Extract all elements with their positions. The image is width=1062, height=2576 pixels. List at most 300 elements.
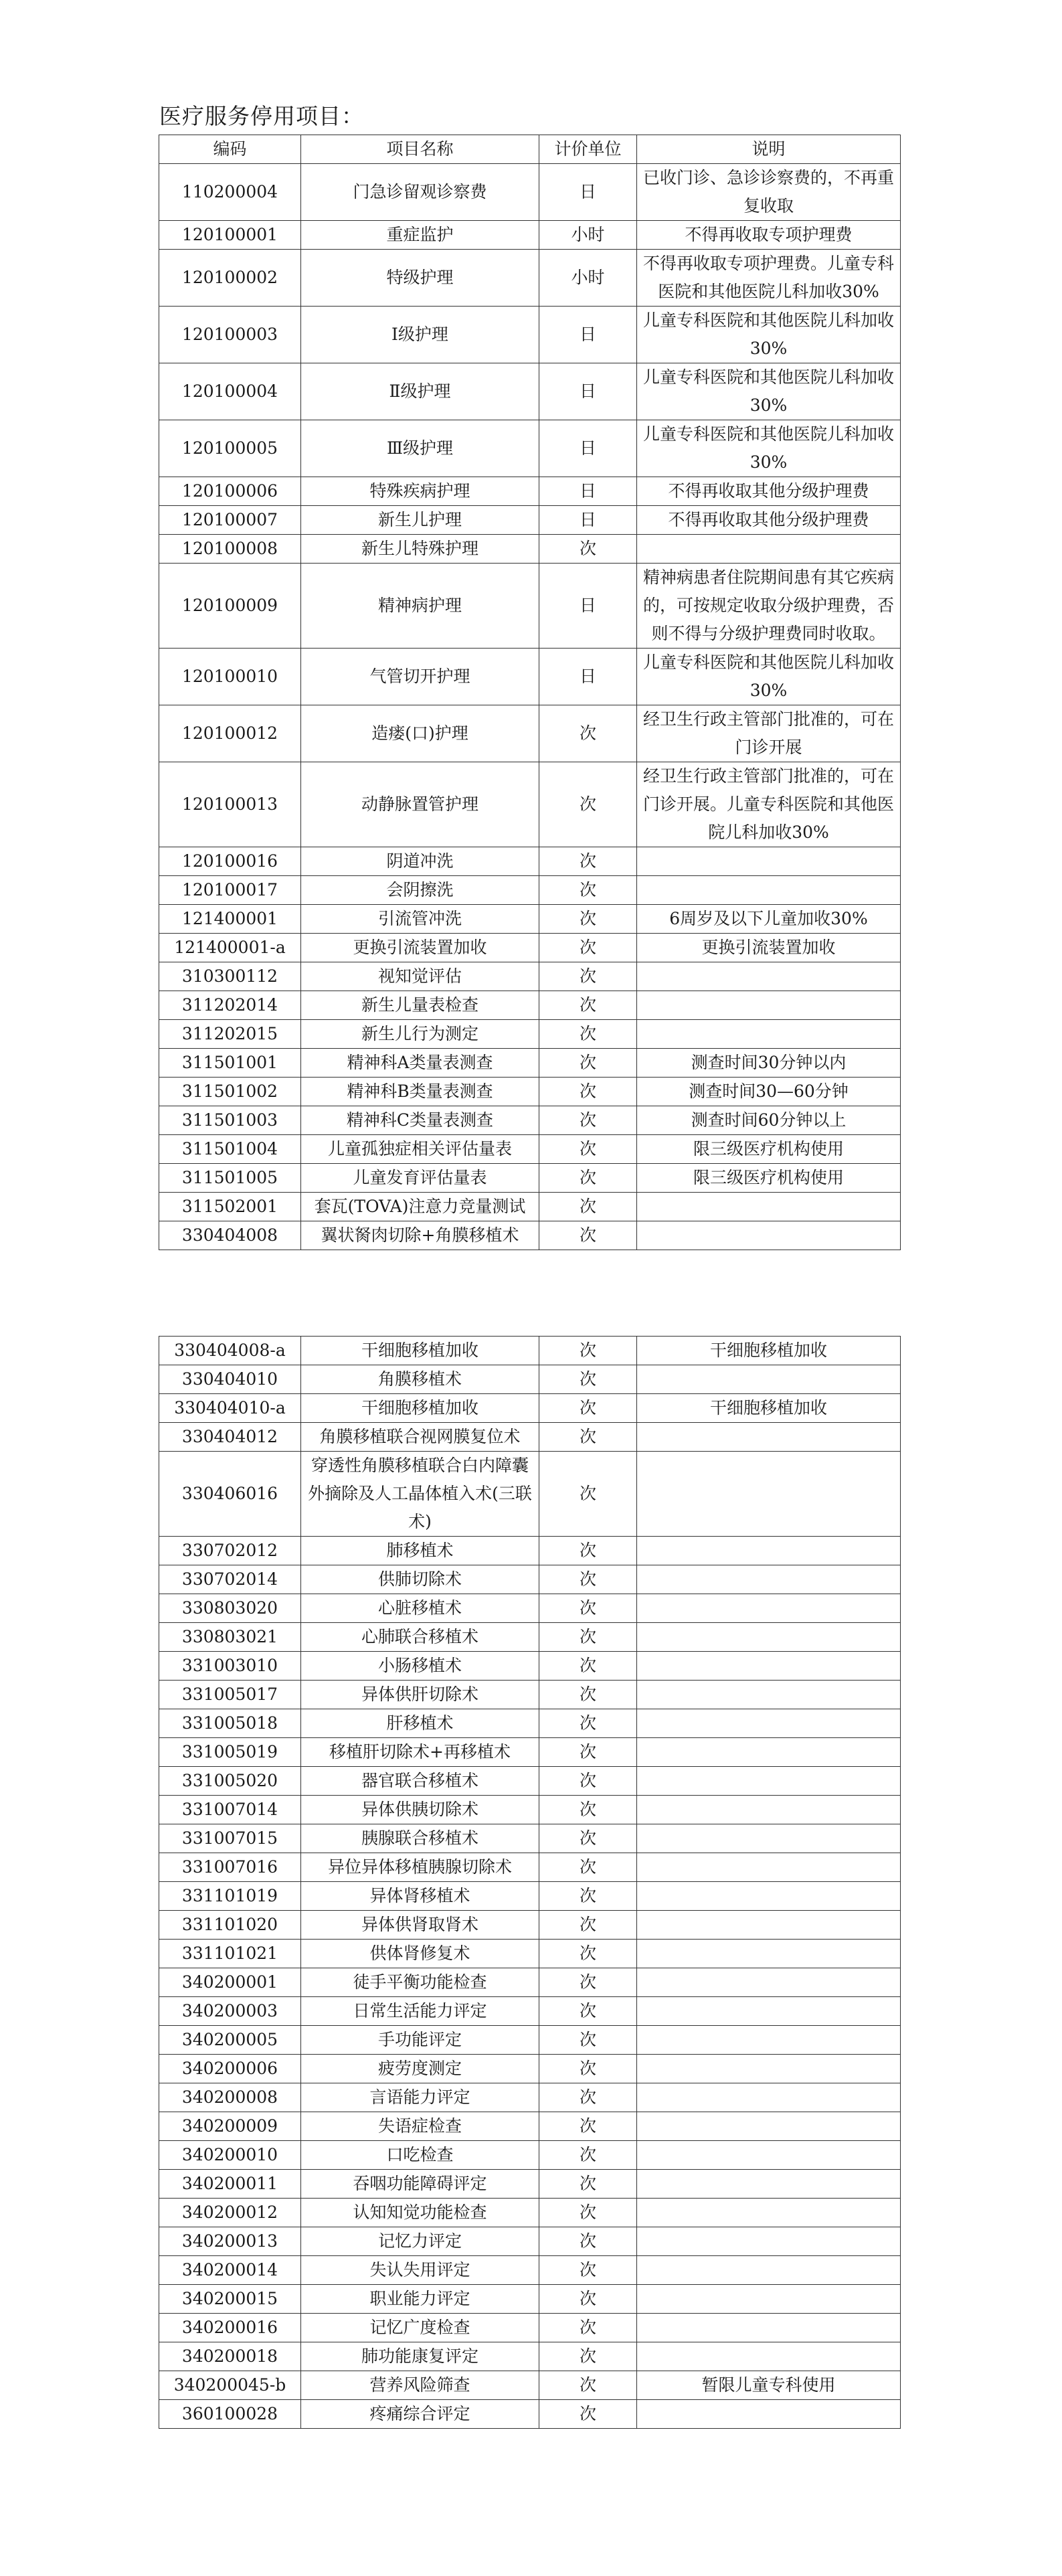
item-name: 肺功能康复评定: [301, 2342, 539, 2371]
item-code: 340200045-b: [159, 2371, 301, 2400]
table-row: [159, 876, 901, 905]
item-note: 限三级医疗机构使用: [637, 1164, 901, 1193]
item-note: [637, 1853, 901, 1882]
item-unit: 次: [539, 1738, 637, 1767]
item-code: 331007014: [159, 1796, 301, 1824]
table-row: [159, 1020, 901, 1049]
item-unit: 次: [539, 1565, 637, 1594]
item-code: 331007016: [159, 1853, 301, 1882]
item-unit: 次: [539, 1652, 637, 1681]
item-name: 营养风险筛查: [301, 2371, 539, 2400]
item-code: 331005018: [159, 1709, 301, 1738]
item-note: 经卫生行政主管部门批准的，可在门诊开展: [637, 705, 901, 762]
item-note: 干细胞移植加收: [637, 1337, 901, 1365]
item-note: [637, 1623, 901, 1652]
item-code: 121400001: [159, 905, 301, 934]
item-note: [637, 2199, 901, 2227]
item-name: 新生儿量表检查: [301, 991, 539, 1020]
item-name: 角膜移植术: [301, 1365, 539, 1394]
item-code: 340200011: [159, 2170, 301, 2199]
table-row: [159, 2256, 901, 2285]
table-row: [159, 2342, 901, 2371]
item-code: 121400001-a: [159, 934, 301, 962]
item-name: 儿童孤独症相关评估量表: [301, 1135, 539, 1164]
table-row: [159, 1394, 901, 1423]
item-code: 120100006: [159, 477, 301, 506]
item-code: 340200013: [159, 2227, 301, 2256]
item-note: [637, 1796, 901, 1824]
table-row: [159, 2227, 901, 2256]
item-name: 认知知觉功能检查: [301, 2199, 539, 2227]
item-note: [637, 2400, 901, 2429]
table-row: [159, 420, 901, 477]
table-row: [159, 1594, 901, 1623]
item-note: [637, 1738, 901, 1767]
item-unit: 次: [539, 2314, 637, 2342]
item-note: [637, 1020, 901, 1049]
table-row: [159, 221, 901, 250]
item-note: [637, 2342, 901, 2371]
item-unit: 次: [539, 1078, 637, 1106]
item-unit: 次: [539, 1681, 637, 1709]
item-note: [637, 535, 901, 564]
header-unit: 计价单位: [539, 135, 637, 164]
table-row: [159, 1423, 901, 1452]
table-row: [159, 477, 901, 506]
item-note: [637, 2170, 901, 2199]
table-row: [159, 962, 901, 991]
item-name: 重症监护: [301, 221, 539, 250]
table-row: [159, 1652, 901, 1681]
item-name: 会阴擦洗: [301, 876, 539, 905]
item-code: 311502001: [159, 1193, 301, 1221]
table-row: [159, 1337, 901, 1365]
item-name: Ⅲ级护理: [301, 420, 539, 477]
table-row: [159, 2055, 901, 2083]
item-code: 120100013: [159, 762, 301, 847]
item-code: 340200008: [159, 2083, 301, 2112]
item-name: 异位异体移植胰腺切除术: [301, 1853, 539, 1882]
item-code: 340200018: [159, 2342, 301, 2371]
item-unit: 次: [539, 1911, 637, 1940]
item-note: [637, 1594, 901, 1623]
item-note: 不得再收取专项护理费。儿童专科医院和其他医院儿科加收30%: [637, 250, 901, 307]
item-note: [637, 1824, 901, 1853]
item-code: 330803020: [159, 1594, 301, 1623]
table-row: [159, 905, 901, 934]
item-note: 暂限儿童专科使用: [637, 2371, 901, 2400]
item-unit: 次: [539, 1337, 637, 1365]
item-note: 测查时间60分钟以上: [637, 1106, 901, 1135]
item-name: 肺移植术: [301, 1537, 539, 1565]
item-note: [637, 2055, 901, 2083]
item-name: 动静脉置管护理: [301, 762, 539, 847]
item-note: [637, 1709, 901, 1738]
table-row: [159, 1365, 901, 1394]
item-name: 供体肾修复术: [301, 1940, 539, 1968]
table-row: [159, 1135, 901, 1164]
item-code: 340200015: [159, 2285, 301, 2314]
item-note: [637, 876, 901, 905]
item-name: 套瓦(TOVA)注意力竞量测试: [301, 1193, 539, 1221]
item-unit: 次: [539, 1709, 637, 1738]
item-note: [637, 2227, 901, 2256]
item-code: 120100010: [159, 649, 301, 705]
item-name: 视知觉评估: [301, 962, 539, 991]
item-code: 311501003: [159, 1106, 301, 1135]
item-code: 311501005: [159, 1164, 301, 1193]
item-unit: 次: [539, 2199, 637, 2227]
item-code: 331005017: [159, 1681, 301, 1709]
item-name: 手功能评定: [301, 2026, 539, 2055]
table-row: [159, 2199, 901, 2227]
item-unit: 日: [539, 164, 637, 221]
item-name: 阴道冲洗: [301, 847, 539, 876]
item-note: [637, 1365, 901, 1394]
item-name: 日常生活能力评定: [301, 1997, 539, 2026]
item-unit: 小时: [539, 250, 637, 307]
item-code: 311501001: [159, 1049, 301, 1078]
table-row: [159, 1221, 901, 1250]
table-row: [159, 1796, 901, 1824]
item-name: 失语症检查: [301, 2112, 539, 2141]
item-name: 异体供胰切除术: [301, 1796, 539, 1824]
item-unit: 次: [539, 934, 637, 962]
item-note: [637, 847, 901, 876]
item-unit: 次: [539, 905, 637, 934]
item-name: 造瘘(口)护理: [301, 705, 539, 762]
item-unit: 日: [539, 649, 637, 705]
item-code: 340200003: [159, 1997, 301, 2026]
item-name: 干细胞移植加收: [301, 1337, 539, 1365]
item-unit: 次: [539, 1106, 637, 1135]
item-name: 疼痛综合评定: [301, 2400, 539, 2429]
item-name: 记忆广度检查: [301, 2314, 539, 2342]
item-name: 异体肾移植术: [301, 1882, 539, 1911]
item-name: 肝移植术: [301, 1709, 539, 1738]
item-name: 精神病护理: [301, 564, 539, 649]
item-unit: 次: [539, 991, 637, 1020]
item-code: 330404010: [159, 1365, 301, 1394]
table-row: [159, 762, 901, 847]
item-unit: 日: [539, 420, 637, 477]
item-name: 疲劳度测定: [301, 2055, 539, 2083]
item-unit: 次: [539, 1221, 637, 1250]
item-name: 新生儿行为测定: [301, 1020, 539, 1049]
table-row: [159, 1968, 901, 1997]
item-name: 特级护理: [301, 250, 539, 307]
item-name: 引流管冲洗: [301, 905, 539, 934]
item-name: 气管切开护理: [301, 649, 539, 705]
item-unit: 日: [539, 506, 637, 535]
item-name: 新生儿特殊护理: [301, 535, 539, 564]
item-note: [637, 2314, 901, 2342]
table-row: [159, 2026, 901, 2055]
item-unit: 次: [539, 2371, 637, 2400]
table-row: [159, 2112, 901, 2141]
item-code: 330404008-a: [159, 1337, 301, 1365]
item-code: 340200005: [159, 2026, 301, 2055]
item-code: 120100008: [159, 535, 301, 564]
item-code: 331007015: [159, 1824, 301, 1853]
item-note: 限三级医疗机构使用: [637, 1135, 901, 1164]
item-name: 心肺联合移植术: [301, 1623, 539, 1652]
item-note: [637, 2141, 901, 2170]
item-note: 精神病患者住院期间患有其它疾病的，可按规定收取分级护理费，否则不得与分级护理费同时收取。: [637, 564, 901, 649]
item-name: 新生儿护理: [301, 506, 539, 535]
table-row: [159, 1824, 901, 1853]
table-row: [159, 1078, 901, 1106]
item-note: 经卫生行政主管部门批准的，可在门诊开展。儿童专科医院和其他医院儿科加收30%: [637, 762, 901, 847]
item-code: 311501002: [159, 1078, 301, 1106]
item-code: 120100001: [159, 221, 301, 250]
item-unit: 次: [539, 2285, 637, 2314]
item-unit: 次: [539, 2055, 637, 2083]
item-unit: 小时: [539, 221, 637, 250]
item-unit: 次: [539, 2342, 637, 2371]
page-title: 医疗服务停用项目：: [159, 103, 364, 129]
item-note: 干细胞移植加收: [637, 1394, 901, 1423]
item-unit: 次: [539, 847, 637, 876]
item-note: 测查时间30—60分钟: [637, 1078, 901, 1106]
table-row: [159, 847, 901, 876]
table-row: [159, 363, 901, 420]
item-code: 330404010-a: [159, 1394, 301, 1423]
item-code: 311501004: [159, 1135, 301, 1164]
header-name: 项目名称: [301, 135, 539, 164]
table-row: [159, 1709, 901, 1738]
item-name: 特殊疾病护理: [301, 477, 539, 506]
item-name: 异体供肾取肾术: [301, 1911, 539, 1940]
item-code: 331005020: [159, 1767, 301, 1796]
table-row: [159, 1106, 901, 1135]
item-code: 340200016: [159, 2314, 301, 2342]
item-unit: 日: [539, 307, 637, 363]
item-name: 异体供肝切除术: [301, 1681, 539, 1709]
item-note: 儿童专科医院和其他医院儿科加收30%: [637, 363, 901, 420]
item-name: 器官联合移植术: [301, 1767, 539, 1796]
item-name: 精神科A类量表测查: [301, 1049, 539, 1078]
item-code: 340200001: [159, 1968, 301, 1997]
item-code: 330404012: [159, 1423, 301, 1452]
item-code: 340200006: [159, 2055, 301, 2083]
item-code: 120100016: [159, 847, 301, 876]
item-note: [637, 1537, 901, 1565]
item-code: 331101020: [159, 1911, 301, 1940]
table-row: [159, 1940, 901, 1968]
table-row: [159, 250, 901, 307]
item-unit: 次: [539, 1997, 637, 2026]
table-row: [159, 705, 901, 762]
item-note: [637, 1652, 901, 1681]
table-row: [159, 2141, 901, 2170]
stopped-items-table-part-2: [159, 1336, 901, 2429]
item-name: 职业能力评定: [301, 2285, 539, 2314]
table-row: [159, 1681, 901, 1709]
table-row: [159, 1049, 901, 1078]
table-row: [159, 1738, 901, 1767]
table-row: [159, 1452, 901, 1537]
table-row: [159, 1997, 901, 2026]
item-code: 331101019: [159, 1882, 301, 1911]
item-code: 120100005: [159, 420, 301, 477]
table-row: [159, 991, 901, 1020]
item-code: 310300112: [159, 962, 301, 991]
item-name: 翼状胬肉切除+角膜移植术: [301, 1221, 539, 1250]
item-code: 360100028: [159, 2400, 301, 2429]
item-code: 330702014: [159, 1565, 301, 1594]
table-row: [159, 164, 901, 221]
table-row: [159, 2285, 901, 2314]
item-name: Ⅰ级护理: [301, 307, 539, 363]
item-unit: 日: [539, 363, 637, 420]
item-note: [637, 1997, 901, 2026]
item-unit: 次: [539, 1365, 637, 1394]
item-unit: 次: [539, 2400, 637, 2429]
item-note: [637, 1968, 901, 1997]
table-row: [159, 2371, 901, 2400]
item-unit: 次: [539, 876, 637, 905]
table-row: [159, 649, 901, 705]
table-row: [159, 2400, 901, 2429]
item-code: 340200010: [159, 2141, 301, 2170]
item-name: 口吃检查: [301, 2141, 539, 2170]
item-unit: 次: [539, 2026, 637, 2055]
item-code: 120100017: [159, 876, 301, 905]
item-name: 徒手平衡功能检查: [301, 1968, 539, 1997]
item-name: 更换引流装置加收: [301, 934, 539, 962]
item-name: 精神科B类量表测查: [301, 1078, 539, 1106]
table-row: [159, 1193, 901, 1221]
table-row: [159, 535, 901, 564]
item-note: 儿童专科医院和其他医院儿科加收30%: [637, 649, 901, 705]
item-code: 120100003: [159, 307, 301, 363]
item-note: [637, 2026, 901, 2055]
item-unit: 次: [539, 1020, 637, 1049]
item-name: 胰腺联合移植术: [301, 1824, 539, 1853]
table-row: [159, 564, 901, 649]
item-code: 120100007: [159, 506, 301, 535]
item-unit: 次: [539, 2170, 637, 2199]
table-row: [159, 1853, 901, 1882]
stopped-items-table-part-1: [159, 135, 901, 1250]
item-name: 供肺切除术: [301, 1565, 539, 1594]
item-code: 120100009: [159, 564, 301, 649]
item-unit: 次: [539, 1135, 637, 1164]
item-unit: 日: [539, 477, 637, 506]
table-row: [159, 1882, 901, 1911]
item-name: 移植肝切除术+再移植术: [301, 1738, 539, 1767]
item-name: Ⅱ级护理: [301, 363, 539, 420]
item-note: 儿童专科医院和其他医院儿科加收30%: [637, 307, 901, 363]
table-row: [159, 1164, 901, 1193]
item-note: [637, 962, 901, 991]
item-note: [637, 2256, 901, 2285]
item-note: [637, 1940, 901, 1968]
item-name: 精神科C类量表测查: [301, 1106, 539, 1135]
item-code: 331101021: [159, 1940, 301, 1968]
item-name: 穿透性角膜移植联合白内障囊外摘除及人工晶体植入术(三联术): [301, 1452, 539, 1537]
item-unit: 次: [539, 1882, 637, 1911]
item-unit: 次: [539, 762, 637, 847]
table-row: [159, 1911, 901, 1940]
item-unit: 次: [539, 1853, 637, 1882]
item-unit: 次: [539, 1193, 637, 1221]
item-name: 小肠移植术: [301, 1652, 539, 1681]
item-unit: 次: [539, 1164, 637, 1193]
item-code: 330404008: [159, 1221, 301, 1250]
item-note: 不得再收取专项护理费: [637, 221, 901, 250]
item-note: 更换引流装置加收: [637, 934, 901, 962]
item-code: 340200009: [159, 2112, 301, 2141]
item-name: 心脏移植术: [301, 1594, 539, 1623]
item-unit: 次: [539, 1537, 637, 1565]
item-note: [637, 1911, 901, 1940]
item-note: [637, 2083, 901, 2112]
table-row: [159, 1565, 901, 1594]
item-unit: 次: [539, 535, 637, 564]
item-note: [637, 1452, 901, 1537]
item-name: 吞咽功能障碍评定: [301, 2170, 539, 2199]
item-unit: 日: [539, 564, 637, 649]
item-code: 340200012: [159, 2199, 301, 2227]
item-code: 331005019: [159, 1738, 301, 1767]
item-note: 测查时间30分钟以内: [637, 1049, 901, 1078]
item-note: [637, 1681, 901, 1709]
item-unit: 次: [539, 2112, 637, 2141]
item-note: [637, 2285, 901, 2314]
item-unit: 次: [539, 1452, 637, 1537]
item-code: 331003010: [159, 1652, 301, 1681]
item-code: 330406016: [159, 1452, 301, 1537]
item-unit: 次: [539, 2227, 637, 2256]
item-code: 311202014: [159, 991, 301, 1020]
table-row: [159, 2083, 901, 2112]
item-name: 角膜移植联合视网膜复位术: [301, 1423, 539, 1452]
item-unit: 次: [539, 1796, 637, 1824]
item-name: 干细胞移植加收: [301, 1394, 539, 1423]
item-note: [637, 1193, 901, 1221]
item-name: 门急诊留观诊察费: [301, 164, 539, 221]
table-row: [159, 934, 901, 962]
item-unit: 次: [539, 2141, 637, 2170]
table-row: [159, 2314, 901, 2342]
item-code: 340200014: [159, 2256, 301, 2285]
header-code: 编码: [159, 135, 301, 164]
item-note: 不得再收取其他分级护理费: [637, 506, 901, 535]
table-row: [159, 2170, 901, 2199]
table-row: [159, 1623, 901, 1652]
item-name: 失认失用评定: [301, 2256, 539, 2285]
item-unit: 次: [539, 2083, 637, 2112]
item-unit: 次: [539, 1968, 637, 1997]
table-row: [159, 1767, 901, 1796]
item-code: 311202015: [159, 1020, 301, 1049]
item-code: 120100002: [159, 250, 301, 307]
header-note: 说明: [637, 135, 901, 164]
item-code: 110200004: [159, 164, 301, 221]
item-note: [637, 1423, 901, 1452]
item-name: 儿童发育评估量表: [301, 1164, 539, 1193]
item-note: 儿童专科医院和其他医院儿科加收30%: [637, 420, 901, 477]
item-unit: 次: [539, 1824, 637, 1853]
item-code: 120100004: [159, 363, 301, 420]
item-unit: 次: [539, 1049, 637, 1078]
item-note: [637, 2112, 901, 2141]
item-unit: 次: [539, 1394, 637, 1423]
item-code: 120100012: [159, 705, 301, 762]
header-row: [159, 135, 901, 164]
